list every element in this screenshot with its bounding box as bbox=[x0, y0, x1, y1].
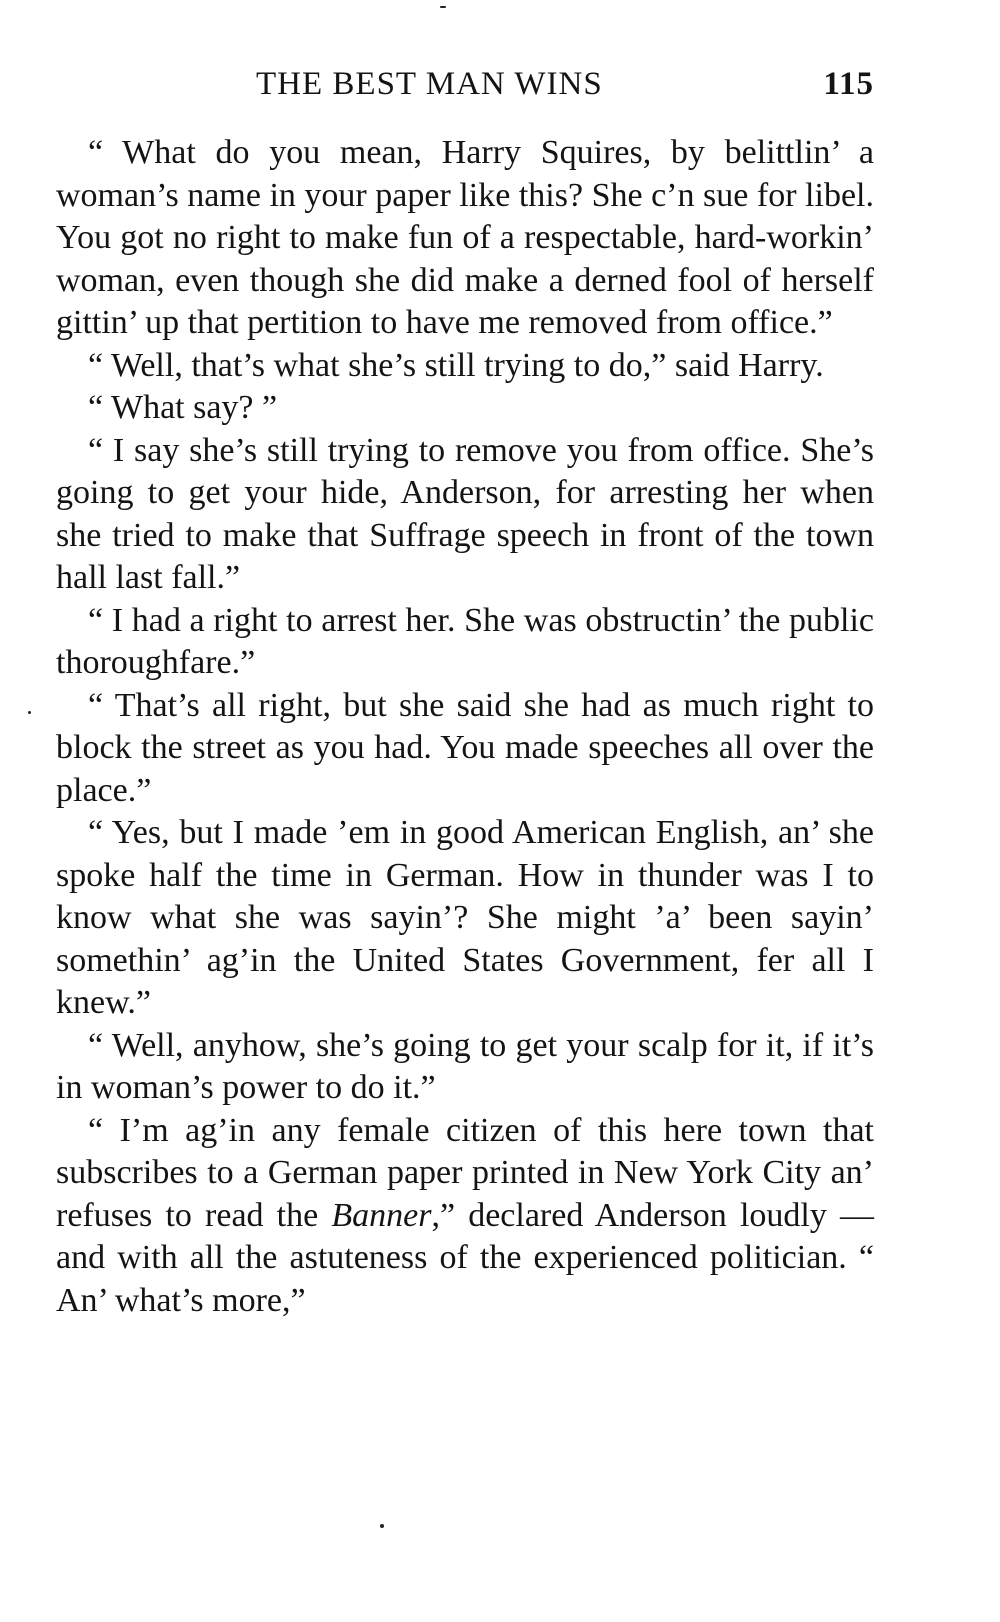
print-speck bbox=[28, 711, 31, 714]
paragraph-7: “ Yes, but I made ’em in good American English, an’ she spoke half the time in German. How in thunder was I to know what she was sayin’? She might ’a’ been sayin’ somethin’ ag’in the United States Government, fer all I knew.” bbox=[56, 814, 874, 1021]
paragraph-9-before: “ I’m ag’in any female citizen of this here town that subscribes to a German paper printed in New York City an’ refuses to read the bbox=[56, 1111, 874, 1234]
paragraph-3: “ What say? ” bbox=[88, 389, 278, 426]
page-number: 115 bbox=[823, 66, 874, 102]
paragraph-4: “ I say she’s still trying to remove you from office. She’s going to get your hide, Anderson, for arresting her when she tried to make that Suffrage speech in front of the town hall last fall.” bbox=[56, 431, 874, 596]
print-speck bbox=[440, 6, 446, 8]
paragraph-1: “ What do you mean, Harry Squires, by belittlin’ a woman’s name in your paper like this? She c’n sue for libel. You got no right to make fun of a respectable, hard-workin’ woman, even though she did make a derned fool of herself gittin’ up that pertition to have me removed from office.” bbox=[56, 134, 874, 341]
paragraph-9-after: ,” declared Anderson loudly — and with all the astuteness of the experienced politician. “ An’ what’s more,” bbox=[56, 1196, 874, 1319]
newspaper-title-banner: Banner bbox=[331, 1196, 432, 1234]
paragraph-9 bbox=[56, 1110, 874, 1323]
paragraph-8: “ Well, anyhow, she’s going to get your scalp for it, if it’s in woman’s power to do it.” bbox=[56, 1026, 874, 1106]
print-speck bbox=[380, 1524, 384, 1528]
running-title: THE BEST MAN WINS bbox=[256, 66, 603, 102]
page-content bbox=[56, 62, 874, 1322]
body-text bbox=[56, 132, 874, 1322]
paragraph-2: “ Well, that’s what she’s still trying to do,” said Harry. bbox=[88, 346, 824, 384]
paragraph-5: “ I had a right to arrest her. She was obstructin’ the public thoroughfare.” bbox=[56, 601, 874, 681]
paragraph-6: “ That’s all right, but she said she had as much right to block the street as you had. You made speeches all over the place.” bbox=[56, 686, 874, 809]
running-head bbox=[56, 62, 874, 110]
